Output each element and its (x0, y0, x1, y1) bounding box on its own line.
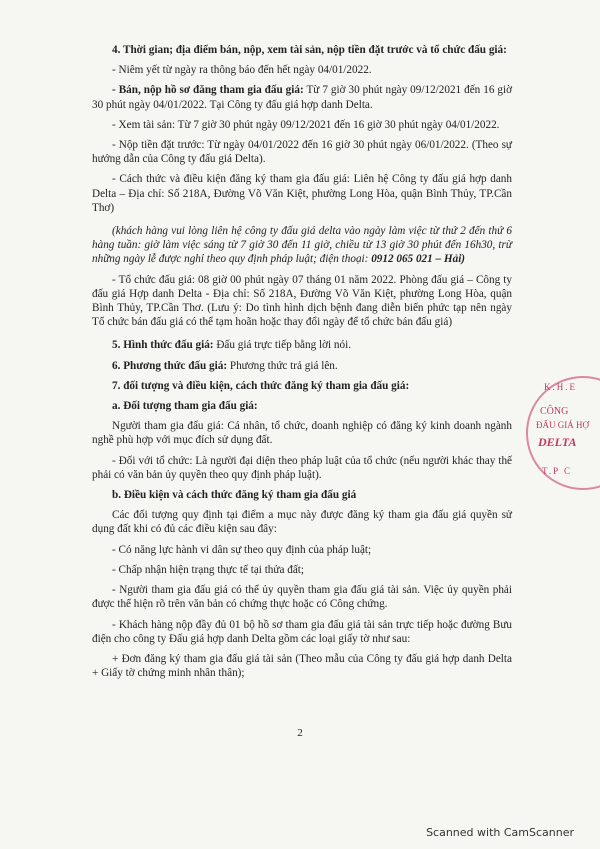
stamp-line-5: T.P C (542, 466, 573, 476)
contact-note-text: (khách hàng vui lòng liên hệ công ty đấu giá delta vào ngày làm việc từ thứ 2 đến thứ 6 hàng tuần: giờ làm việc sáng từ 7 giờ 30 đến 11 giờ, chiều từ 13 giờ 30 phút đến 16h30, trừ những ngày lễ được nghỉ theo quy định pháp luật; điện thoại: (92, 225, 512, 266)
section-7b-heading: b. Điều kiện và cách thức đăng ký tham gia đấu giá (112, 489, 357, 502)
section-5-label: 5. Hình thức đấu giá: (112, 339, 214, 352)
paragraph-nguoi-tham-gia: Người tham gia đấu giá: Cá nhân, tổ chức, doanh nghiệp có đăng ký kinh doanh ngành nghề phù hợp với mục đích sử dụng đất. (92, 420, 512, 447)
paragraph-doi-voi-to-chuc: - Đối với tổ chức: Là người đại diện theo pháp luật của tổ chức (nếu người khác thay thế phải có văn bản ủy quyền theo quy định pháp luật). (92, 454, 512, 481)
stamp-line-3: ĐẤU GIÁ HỢ (536, 420, 589, 430)
stamp-line-4: DELTA (538, 435, 577, 449)
paragraph-to-chuc-dau-gia: - Tổ chức đấu giá: 08 giờ 00 phút ngày 07 tháng 01 năm 2022. Phòng đấu giá – Công ty đấu giá Hợp danh Delta - Địa chỉ: Số 218A, Đường Võ Văn Kiệt, phường Long Hòa, quận Bình Thủy, TP.Cần Thơ. (Lưu ý: Do tình hình dịch bệnh đang diễn biến phức tạp nên ngày Tổ chức bán đấu giá có thể tạm hoãn hoặc thay đổi ngày để tổ chức bán đấu giá) (92, 273, 512, 329)
paragraph-uy-quyen: - Người tham gia đấu giá có thể ủy quyền tham gia đấu giá tài sản. Việc ủy quyền phải được thể hiện rõ trên văn bản có chứng thực hoặc có Công chứng. (92, 584, 512, 611)
section-4-heading: 4. Thời gian; địa điểm bán, nộp, xem tài sản, nộp tiền đặt trước và tổ chức đấu giá: (112, 44, 507, 56)
scanner-watermark: Scanned with CamScanner (426, 826, 574, 839)
section-6-label: 6. Phương thức đấu giá: (112, 359, 228, 372)
paragraph-nop-tien-dat-truoc: - Nộp tiền đặt trước: Từ ngày 04/01/2022 đến 16 giờ 30 phút ngày 06/01/2022. (Theo sự hướng dẫn của Công ty đấu giá Delta). (92, 139, 512, 166)
paragraph-section-6 (92, 359, 512, 373)
paragraph-cac-doi-tuong: Các đối tượng quy định tại điểm a mục này được đăng ký tham gia đấu giá quyền sử dụng đất khi có đủ các điều kiện sau đây: (92, 509, 512, 536)
paragraph-niem-yet: - Niêm yết từ ngày ra thông báo đến hết ngày 04/01/2022. (112, 64, 372, 77)
paragraph-nang-luc: - Có năng lực hành vi dân sự theo quy định của pháp luật; (112, 543, 372, 556)
paragraph-don-dang-ky: + Đơn đăng ký tham gia đấu giá tài sản (Theo mẫu của Công ty đấu giá hợp danh Delta + Giấy tờ chứng minh nhân thân); (92, 652, 512, 680)
paragraph-contact-note (92, 224, 512, 267)
document-body (92, 43, 512, 686)
ban-nop-label: - Bán, nộp hồ sơ đăng tham gia đấu giá: (112, 84, 304, 97)
section-5-text: Đấu giá trực tiếp bằng lời nói. (213, 339, 352, 352)
contact-phone: 0912 065 021 – Hải) (371, 253, 466, 266)
paragraph-section-5 (92, 338, 512, 352)
section-7a-heading: a. Đối tượng tham gia đấu giá: (112, 400, 258, 413)
stamp-line-2: CÔNG (540, 406, 569, 417)
page-number: 2 (297, 727, 303, 739)
paragraph-khach-hang: - Khách hàng nộp đầy đủ 01 bộ hồ sơ tham gia đấu giá tài sản trực tiếp hoặc đường Bưu điện cho công ty Đấu giá hợp danh Delta gồm các loại giấy tờ như sau: (92, 618, 512, 645)
company-seal-stamp (526, 376, 600, 490)
ban-nop-text: Từ 7 giờ 30 phút ngày 09/12/2021 đến 16 giờ 30 phút ngày 04/01/2022. Tại Công ty đấu giá hợp danh Delta. (92, 84, 512, 111)
stamp-line-1: K.H.E (544, 382, 577, 392)
paragraph-xem-tai-san: - Xem tài sản: Từ 7 giờ 30 phút ngày 09/12/2021 đến 16 giờ 30 phút ngày 04/01/2022. (112, 118, 500, 131)
section-6-text: Phương thức trả giá lên. (227, 359, 338, 372)
paragraph-cach-thuc: - Cách thức và điều kiện đăng ký tham gia đấu giá: Liên hệ Công ty đấu giá hợp danh Delta – Địa chỉ: Số 218A, Đường Võ Văn Kiệt, phường Long Hòa, quận Bình Thủy, TP.Cần Thơ) (92, 173, 512, 214)
paragraph-ban-nop-ho-so (92, 83, 512, 111)
section-7-heading: 7. đối tượng và điều kiện, cách thức đăng ký tham gia đấu giá: (112, 379, 410, 392)
paragraph-chap-nhan: - Chấp nhận hiện trạng thực tế tại thửa đất; (112, 563, 305, 576)
